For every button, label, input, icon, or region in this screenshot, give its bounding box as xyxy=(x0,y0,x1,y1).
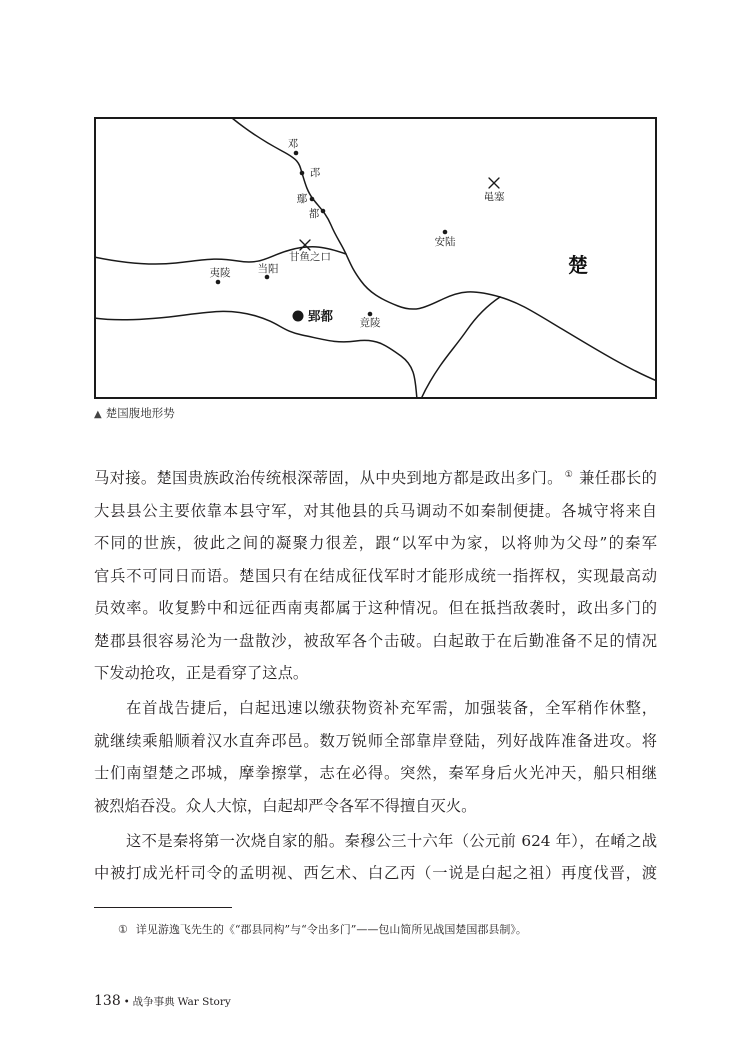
place-label-yiling: 夷陵 xyxy=(209,267,231,279)
body-text-line: 官兵不可同日而语。楚国只有在结成征伐军时才能形成统一指挥权，实现最高动 xyxy=(94,566,657,585)
body-paragraph xyxy=(94,462,657,690)
town-dot-marker xyxy=(310,197,315,202)
body-text-line: 大县县公主要依靠本县守军，对其他县的兵马调动不如秦制便捷。各城守将来自 xyxy=(94,501,657,520)
body-text-line xyxy=(94,462,657,495)
footnote-divider xyxy=(94,907,232,908)
town-dot-marker xyxy=(321,209,326,214)
place-label-ruo: 都 xyxy=(308,208,320,220)
footnote-text: 详见游逸飞先生的《“郡县同构”与“令出多门”——包山简所见战国楚国郡县制》。 xyxy=(135,923,527,936)
place-label-mingsai: 黾塞 xyxy=(483,191,505,203)
place-label-yan: 鄢 xyxy=(296,193,308,205)
town-dot-marker xyxy=(265,275,270,280)
body-paragraph xyxy=(94,825,657,890)
book-title: 战争事典 xyxy=(132,996,175,1008)
body-text-segment: 兼任郡长的 xyxy=(579,469,657,487)
body-text-line: 中被打成光杆司令的孟明视、西乞术、白乙丙（一说是白起之祖）再度伐晋，渡 xyxy=(94,864,657,882)
place-label-chu: 楚 xyxy=(568,253,588,277)
body-text xyxy=(94,462,657,890)
body-paragraph xyxy=(94,692,657,822)
town-dot-marker xyxy=(294,151,299,156)
body-text-line: 士们南望楚之邔城，摩拳擦掌，志在必得。突然，秦军身后火光冲天，船只相继 xyxy=(94,764,657,782)
book-title-english: War Story xyxy=(177,996,231,1008)
place-label-ganyu: 甘鱼之口 xyxy=(289,251,331,263)
place-label-anlu: 安陆 xyxy=(434,236,456,248)
body-text-line: 这不是秦将第一次烧自家的船。秦穆公三十六年（公元前 624 年），在崤之战 xyxy=(126,831,657,850)
body-text-line: 就继续乘船顺着汉水直奔邔邑。数万锐师全部靠岸登陆，列好战阵准备进攻。将 xyxy=(94,731,657,750)
footnote-reference: ① xyxy=(564,470,574,480)
cross-marker-icon xyxy=(300,240,310,250)
map-figure xyxy=(94,117,657,399)
cross-marker-icon xyxy=(489,178,499,188)
body-text-segment: 马对接。楚国贵族政治传统根深蒂固，从中央到地方都是政出多门。 xyxy=(94,469,563,487)
body-text-line: 被烈焰吞没。众人大惊，白起却严令各军不得擅自灭火。 xyxy=(94,796,477,815)
river-line-han xyxy=(232,118,500,309)
figure-caption xyxy=(94,405,175,423)
map-svg xyxy=(94,117,657,399)
caption-text: 楚国腹地形势 xyxy=(105,406,175,420)
body-text-line: 不同的世族，彼此之间的凝聚力很差，跟“以军中为家，以将帅为父母”的秦军 xyxy=(94,534,657,552)
footnote-marker: ① xyxy=(118,923,128,936)
town-dot-marker xyxy=(443,230,448,235)
body-text-line: 楚郡县很容易沦为一盘散沙，被敌军各个击破。白起敢于在后勤准备不足的情况 xyxy=(94,631,657,650)
place-label-jingling: 竟陵 xyxy=(359,317,381,329)
place-label-dangyang: 当阳 xyxy=(257,263,279,275)
body-text-line: 下发动抢攻，正是看穿了这点。 xyxy=(94,664,309,682)
river-line-south xyxy=(421,297,500,399)
page-footer xyxy=(94,991,231,1012)
capital-dot-marker xyxy=(293,311,304,322)
town-dot-marker xyxy=(368,312,373,317)
place-label-qi: 邔 xyxy=(309,167,321,179)
body-text-line: 在首战告捷后，白起迅速以缴获物资补充军需，加强装备，全军稍作休整， xyxy=(126,699,657,717)
triangle-icon: ▲ xyxy=(94,409,102,420)
body-text-line: 员效率。收复黔中和远征西南夷都属于这种情况。但在抵挡敌袭时，政出多门的 xyxy=(94,599,657,617)
footer-separator: • xyxy=(123,997,130,1008)
place-label-yingdu: 郢都 xyxy=(308,308,334,324)
river-line-east xyxy=(500,297,657,381)
page-number: 138 xyxy=(94,993,121,1009)
place-label-deng: 邓 xyxy=(287,138,299,150)
footnote xyxy=(118,922,527,938)
town-dot-marker xyxy=(300,171,305,176)
town-dot-marker xyxy=(216,280,221,285)
